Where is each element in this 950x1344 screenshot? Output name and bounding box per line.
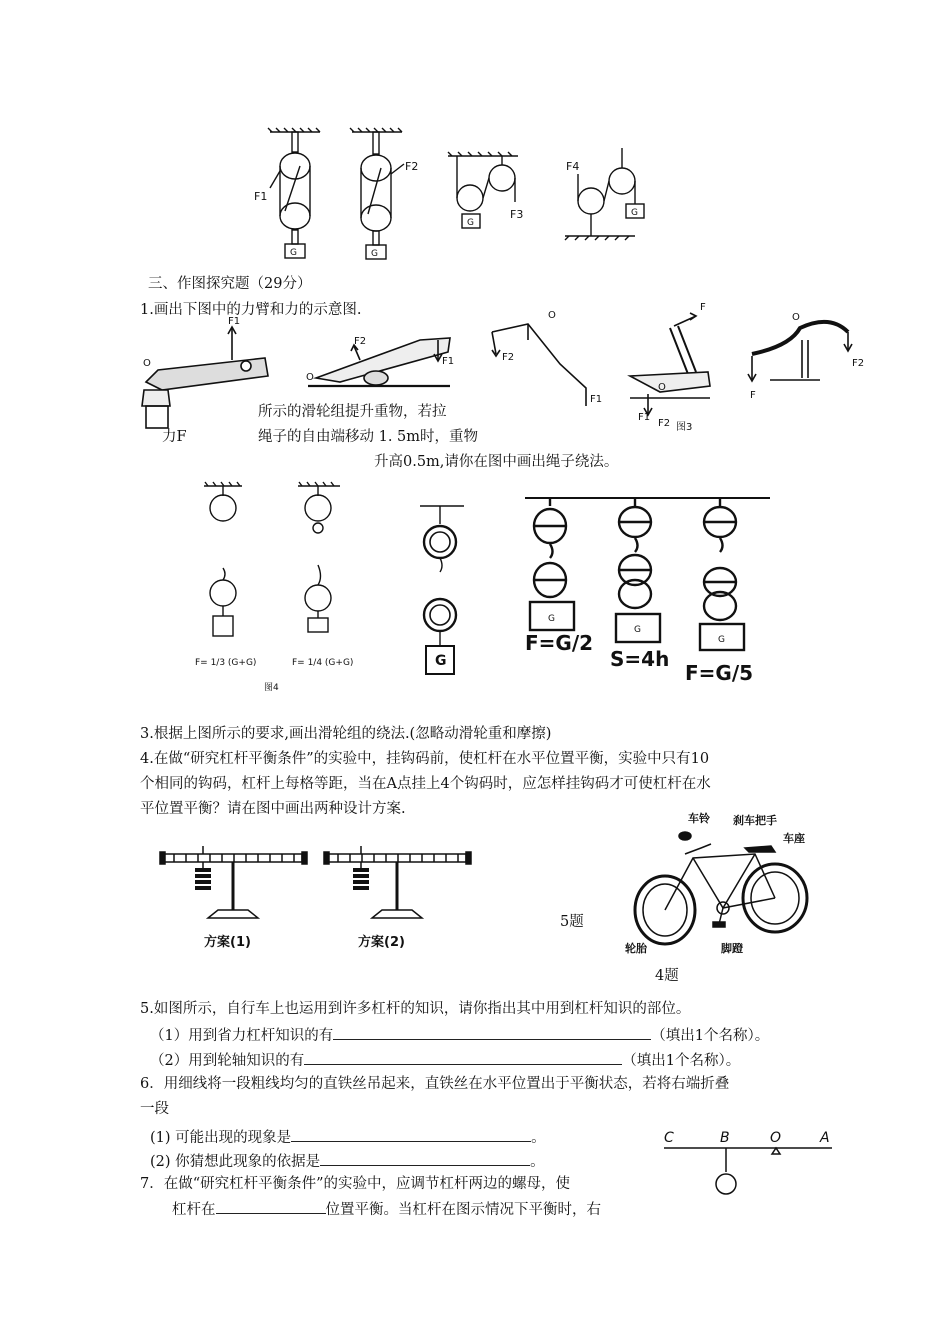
q7-line1: 7．在做“研究杠杆平衡条件”的实验中，应调节杠杆两边的螺母，使 — [140, 1176, 571, 1192]
q5-sub2-row — [150, 1049, 740, 1071]
bike-label-tire: 轮胎 — [625, 942, 647, 955]
q1-fig3: 图3 — [676, 422, 693, 433]
q1-text: 1.画出下图中的力臂和力的示意图. — [140, 302, 362, 318]
q1-label-f2-4: F2 — [658, 418, 671, 429]
q1-label-f-5: F — [750, 390, 756, 401]
fig4-caption: 图4 — [264, 683, 279, 693]
q7-line2-row — [172, 1198, 601, 1220]
q6-line2: 一段 — [140, 1101, 169, 1117]
lever-plans — [158, 842, 478, 957]
q6-sub1-row — [150, 1126, 546, 1148]
lever-label-c: C — [664, 1130, 674, 1146]
bicycle-figure — [625, 812, 825, 958]
q1-label-o-3: O — [548, 310, 556, 321]
q5-blank-2[interactable] — [304, 1049, 622, 1065]
q5-sub1-label: （1）用到省力杠杆知识的有 — [150, 1028, 334, 1044]
q1-label-f2-2: F2 — [354, 336, 367, 347]
bike-label-pedal: 脚蹬 — [721, 942, 743, 955]
fig4-label-s4h: S=4h — [610, 647, 670, 671]
q4-line2: 个相同的钩码，杠杆上每格等距，当在A点挂上4个钩码时，应怎样挂钩码才可使杠杆在水 — [140, 776, 711, 792]
section-heading: 三、作图探究题（29分） — [148, 276, 312, 292]
q1-label-o-1: O — [143, 358, 151, 369]
q2-line3: 升高0.5m,请你在图中画出绳子绕法。 — [374, 454, 619, 470]
weight-g-4: G — [631, 208, 638, 218]
q7-blank[interactable] — [216, 1198, 326, 1214]
label-f1: F1 — [254, 190, 268, 203]
q5-sub2-label: （2）用到轮轴知识的有 — [150, 1053, 305, 1069]
fig4-formula1: F= 1/3 (G+G) — [195, 658, 257, 668]
q6-blank-1[interactable] — [291, 1126, 531, 1142]
fig4-weight-g-small-2: G — [634, 625, 641, 635]
q1-label-o-5: O — [792, 312, 800, 323]
q1-label-f1-1: F1 — [228, 316, 241, 327]
q2-line2-a: 力F — [162, 429, 187, 445]
bike-label-brake: 刹车把手 — [733, 814, 777, 827]
weight-g-2: G — [371, 249, 378, 259]
q7-line2-a: 杠杆在 — [172, 1202, 216, 1218]
pulley-figures-top — [240, 126, 660, 266]
q7-line2-b: 位置平衡。当杠杆在图示情况下平衡时，右 — [325, 1202, 601, 1218]
fig4-label-g-fifth: F=G/5 — [685, 661, 754, 685]
fig4-weight-g: G — [435, 653, 447, 669]
q6-sub2-row — [150, 1150, 545, 1172]
q2-line2-b: 绳子的自由端移动 1. 5m时，重物 — [258, 429, 479, 445]
q2-line1: 所示的滑轮组提升重物，若拉 — [258, 404, 447, 420]
label-f3: F3 — [510, 208, 524, 221]
q4-line3: 平位置平衡？请在图中画出两种设计方案. — [140, 801, 406, 817]
q6-sub1-end: 。 — [531, 1130, 546, 1146]
q1-lever-figures — [140, 302, 870, 433]
q1-label-f2-5: F2 — [852, 358, 865, 369]
lever-cboa-figure — [660, 1124, 840, 1204]
q1-label-o-4: O — [658, 382, 666, 393]
fig4-weight-g-small-3: G — [718, 635, 725, 645]
q5-sub1-note: （填出1个名称）。 — [651, 1028, 770, 1044]
label-4ti: 4题 — [655, 968, 679, 984]
lever-label-a: A — [820, 1130, 830, 1146]
q1-label-f-4: F — [700, 302, 706, 313]
lever-label-o: O — [770, 1130, 782, 1146]
q1-label-o-2: O — [306, 372, 314, 383]
q1-label-f1-2: F1 — [442, 356, 455, 367]
fig4-weight-g-small-1: G — [548, 614, 555, 624]
q5-blank-1[interactable] — [333, 1024, 651, 1040]
fig4-formula2: F= 1/4 (G+G) — [292, 658, 354, 668]
q6-line1: 6．用细线将一段粗线均匀的直铁丝吊起来，直铁丝在水平位置出于平衡状态，若将右端折叠 — [140, 1076, 730, 1092]
q6-blank-2[interactable] — [320, 1150, 530, 1166]
weight-g-1: G — [290, 248, 297, 258]
label-5ti: 5题 — [560, 914, 584, 930]
plan1-label: 方案(1) — [204, 935, 251, 950]
q5-sub1-row — [150, 1024, 769, 1046]
label-f4: F4 — [566, 160, 580, 173]
q6-sub1-label: (1) 可能出现的现象是 — [150, 1130, 292, 1146]
q1-label-f1-3: F1 — [590, 394, 603, 405]
fig4-pulley-sets — [180, 478, 780, 693]
q1-label-f2-3: F2 — [502, 352, 515, 363]
q4-line1: 4.在做“研究杠杆平衡条件”的实验中，挂钩码前，使杠杆在水平位置平衡，实验中只有10 — [140, 751, 710, 767]
lever-label-b: B — [720, 1130, 730, 1146]
bike-label-bell: 车铃 — [688, 812, 710, 825]
bike-label-seat: 车座 — [783, 832, 805, 845]
fig4-label-g-half: F=G/2 — [525, 631, 594, 655]
q5-sub2-note: （填出1个名称）。 — [622, 1053, 741, 1069]
plan2-label: 方案(2) — [358, 935, 405, 950]
label-f2: F2 — [405, 160, 419, 173]
q5-line1: 5.如图所示，自行车上也运用到许多杠杆的知识，请你指出其中用到杠杆知识的部位。 — [140, 1001, 691, 1017]
q6-sub2-end: 。 — [530, 1154, 545, 1170]
q3-text: 3.根据上图所示的要求,画出滑轮组的绕法.(忽略动滑轮重和摩擦) — [140, 726, 552, 742]
q6-sub2-label: (2) 你猜想此现象的依据是 — [150, 1154, 321, 1170]
weight-g-3: G — [467, 218, 474, 228]
q1-label-f1-4: F1 — [638, 412, 651, 423]
